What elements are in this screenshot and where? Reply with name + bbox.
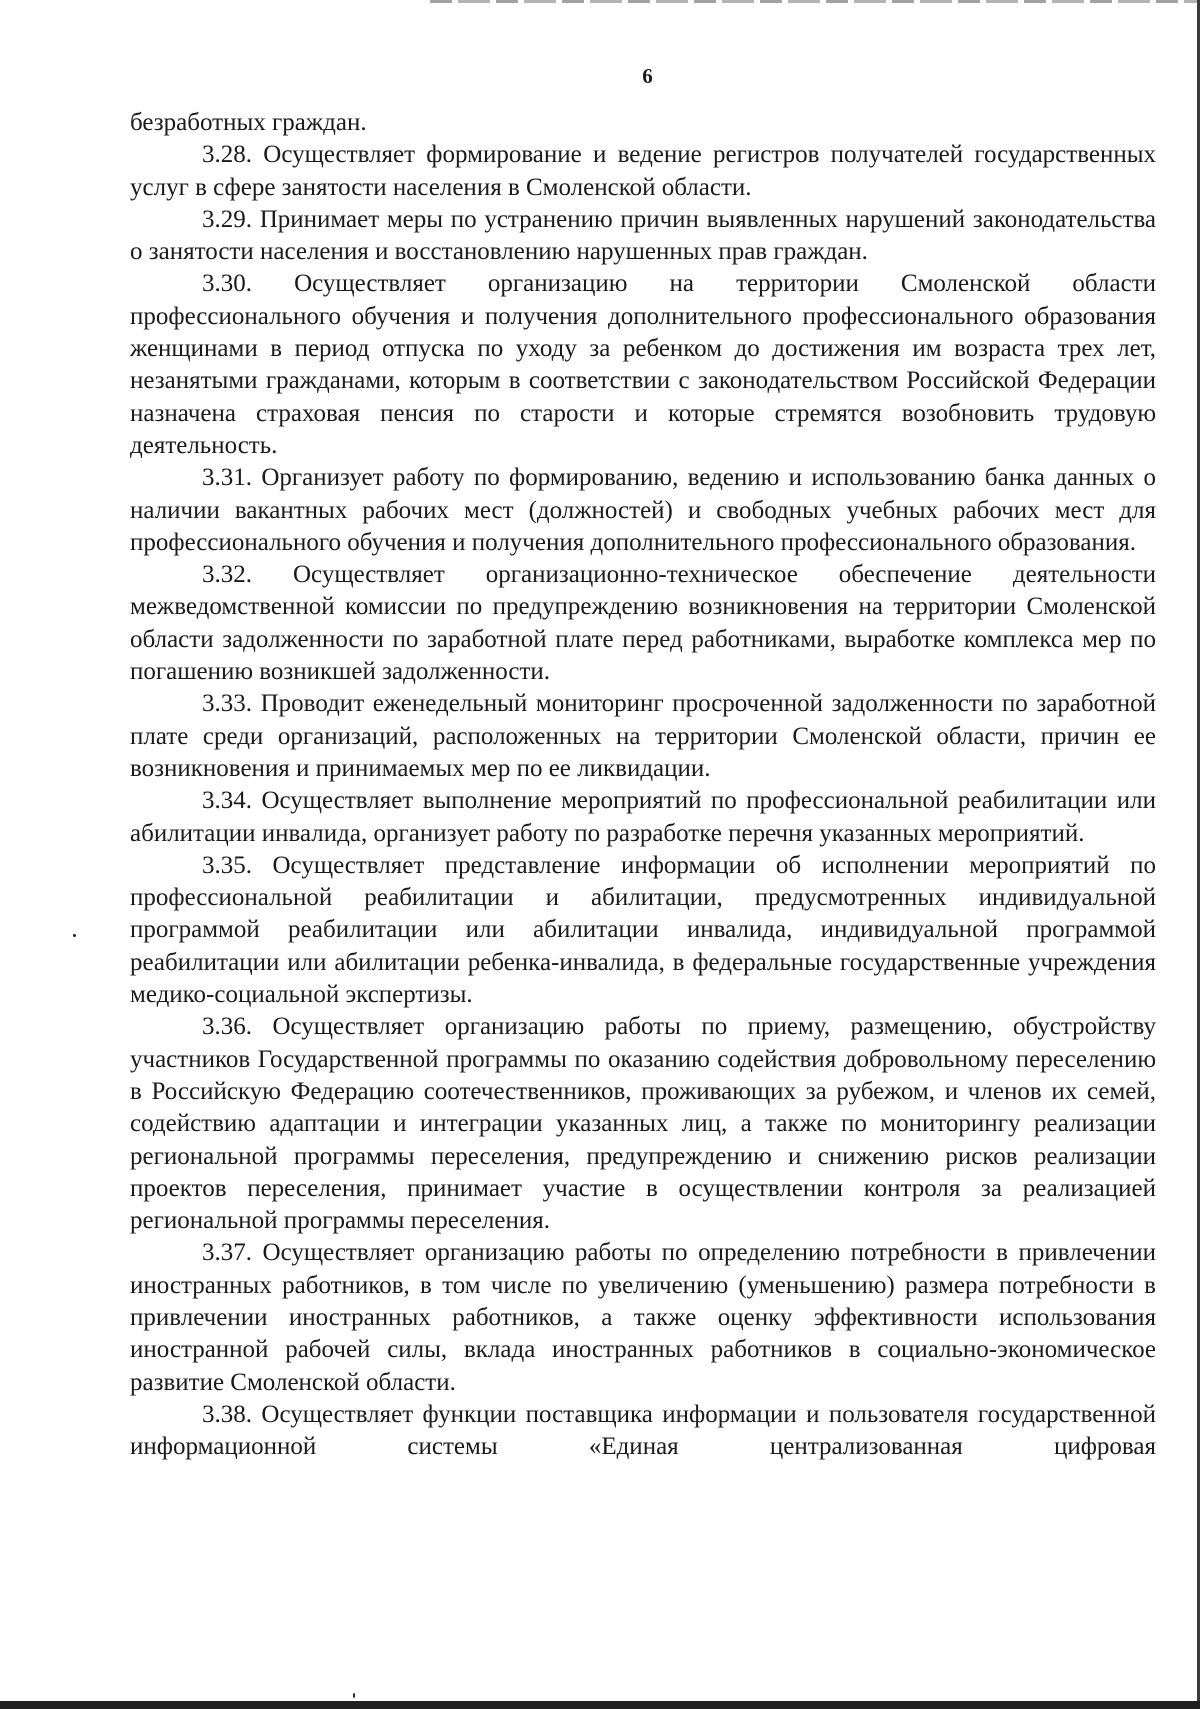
document-body [130, 107, 1156, 1463]
paragraph-text: Проводит еженедельный мониторинг просроченной задолженности по заработной плате среди организаций, расположенных на территории Смоленской области, причин ее возникновения и принимаемых мер по ее ликвидации. [130, 690, 1157, 782]
clause-number: 3.30. [202, 270, 252, 298]
paragraph-3-31 [130, 462, 1156, 559]
paragraph-text: Осуществляет организацию работы по приему, размещению, обустройству участников Государственной программы по оказанию содействия добровольному переселению в Российскую Федерацию соотечественников, проживающих за рубежом, и членов их семей, содействию адаптации и интеграции указанных лиц, а также по мониторингу реализации региональной программы переселения, предупреждению и снижению рисков реализации проектов переселения, принимает участие в осуществлении контроля за реализацией региональной программы переселения. [130, 1013, 1156, 1235]
clause-number: 3.34. [202, 787, 252, 815]
paragraph-text: Осуществляет представление информации об исполнении мероприятий по профессиональной реабилитации и абилитации, предусмотренных индивидуальной программой реабилитации или абилитации инвалида, индивидуальной программой реабилитации или абилитации ребенка-инвалида, в федеральные государственные учреждения медико-социальной экспертизы. [130, 851, 1156, 1009]
clause-number: 3.35. [202, 851, 252, 879]
paragraph-3-35 [130, 850, 1156, 1011]
paragraph-text: Организует работу по формированию, ведению и использованию банка данных о наличии вакантных рабочих мест (должностей) и свободных учебных рабочих мест для профессионального обучения и получения дополнительного профессионального образования. [130, 464, 1156, 556]
clause-number: 3.31. [202, 464, 252, 492]
clause-number: 3.32. [202, 561, 252, 589]
paragraph-continuation [130, 107, 1156, 139]
paragraph-3-38 [130, 1399, 1156, 1464]
page-number: 6 [642, 64, 653, 88]
paragraph-text: Осуществляет организационно-техническое обеспечение деятельности межведомственной комиссии по предупреждению возникновения на территории Смоленской области задолженности по заработной плате перед работниками, выработке комплекса мер по погашению возникшей задолженности. [130, 561, 1157, 686]
clause-number: 3.38. [202, 1400, 252, 1428]
clause-number: 3.36. [202, 1013, 252, 1041]
scan-speck [73, 934, 76, 937]
paragraph-3-28 [130, 139, 1156, 204]
paragraph-text: Осуществляет функции поставщика информации и пользователя государственной информационной системы «Единая централизованная цифровая [130, 1400, 1156, 1461]
scan-top-edge [430, 0, 1200, 3]
paragraph-text: Осуществляет организацию работы по определению потребности в привлечении иностранных работников, в том числе по увеличению (уменьшению) размера потребности в привлечении иностранных работников, а также оценку эффективности использования иностранной рабочей силы, вклада иностранных работников в социально-экономическое развитие Смоленской области. [130, 1239, 1156, 1396]
scan-bottom-edge [0, 1701, 1200, 1709]
clause-number: 3.28. [202, 141, 252, 169]
paragraph-3-36 [130, 1011, 1156, 1237]
clause-number: 3.37. [202, 1239, 252, 1267]
paragraph-3-33 [130, 688, 1156, 785]
paragraph-3-37 [130, 1237, 1156, 1398]
clause-number: 3.33. [202, 690, 252, 718]
paragraph-text: Осуществляет выполнение мероприятий по профессиональной реабилитации или абилитации инвалида, организует работу по разработке перечня указанных мероприятий. [130, 787, 1156, 847]
paragraph-text: Осуществляет формирование и ведение регистров получателей государственных услуг в сфере занятости населения в Смоленской области. [130, 141, 1157, 201]
paragraph-3-34 [130, 785, 1156, 850]
scan-speck [353, 1693, 355, 1698]
paragraph-3-30 [130, 268, 1156, 462]
clause-number: 3.29. [202, 205, 252, 233]
paragraph-text: Принимает меры по устранению причин выявленных нарушений законодательства о занятости населения и восстановлению нарушенных прав граждан. [130, 205, 1157, 266]
paragraph-3-29 [130, 204, 1156, 269]
paragraph-3-32 [130, 559, 1156, 688]
paragraph-text: безработных граждан. [130, 109, 367, 136]
paragraph-text: Осуществляет организацию на территории Смоленской области профессионального обучения и получения дополнительного профессионального образования женщинами в период отпуска по уходу за ребенком до достижения им возраста трех лет, незанятыми гражданами, которым в соответствии с законодательством Российской Федерации назначена страховая пенсия по старости и которые стремятся возобновить трудовую деятельность. [130, 270, 1157, 459]
